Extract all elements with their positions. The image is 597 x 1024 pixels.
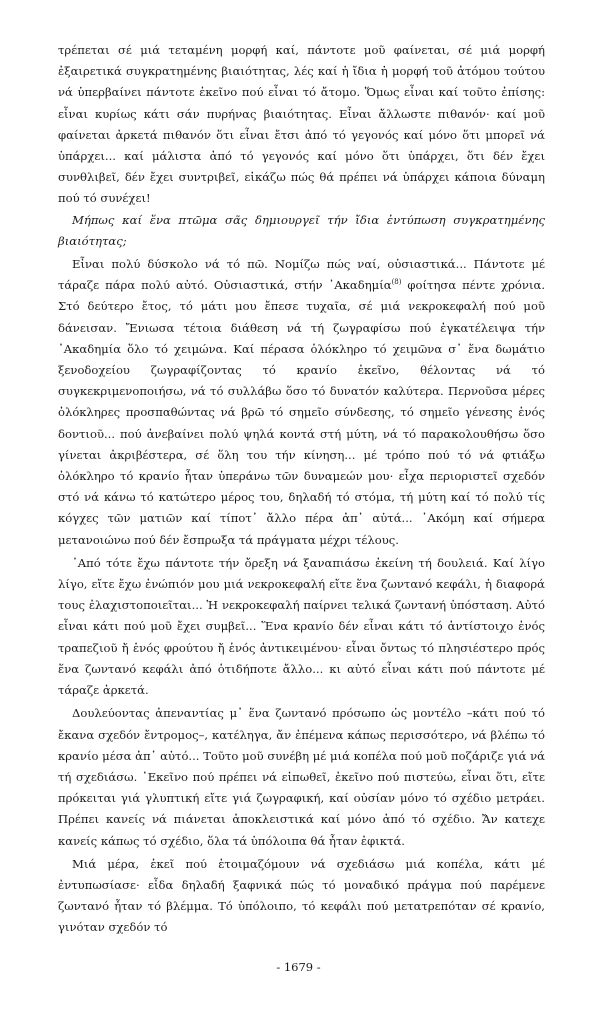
paragraph-academy bbox=[58, 254, 545, 551]
page-body bbox=[58, 40, 545, 939]
paragraph-drawing: Δουλεύοντας ἀπεναντίας μ᾿ ἕνα ζωντανό πρόσωπο ὡς μοντέλο –κάτι πού τό ἔκανα σχεδόν ἔντρομος–, κατέληγα, ἄν ἐπέμενα κάπως περισσότερο, νά βλέπω τό κρανίο μέσα ἀπ᾿ αὐτό... Τοῦτο μοῦ συνέβη μέ μιά κοπέλα πού μοῦ ποζάριζε γιά νά τή σχεδιάσω. ᾿Εκεῖνο πού πρέπει νά εἰπωθεῖ, ἐκεῖνο πού πιστεύω, εἶναι ὅτι, εἴτε πρόκειται γιά γλυπτική εἴτε γιά ζωγραφική, καί οὐσίαν μόνο τό σχέδιο μετράει. Πρέπει κανείς νά πιάνεται ἀποκλειστικά καί μόνο ἀπό τό σχέδιο. Ἄν κατεχε κανείς κάπως τό σχέδιο, ὅλα τά ὑπόλοιπα θά ἦταν ἐφικτά. bbox=[58, 706, 545, 848]
paragraph-gaze: Μιά μέρα, ἐκεῖ πού ἑτοιμαζόμουν νά σχεδιάσω μιά κοπέλα, κάτι μέ ἐντυπωσίασε· εἶδα δηλαδή ξαφνικά πώς τό μοναδικό πράγμα πού παρέμενε ζωντανό ἦταν τό βλέμμα. Τό ὑπόλοιπο, τό κεφάλι πού μετατρεπόταν σέ κρανίο, γινόταν σχεδόν τό bbox=[58, 856, 545, 935]
interviewer-question: Μήπως καί ἕνα πτῶμα σᾶς δημιουργεῖ τήν ἴδια ἐντύπωση συγκρατημένης βιαιότητας; bbox=[58, 212, 545, 248]
paragraph-continuation: τρέπεται σέ μιά τεταμένη μορφή καί, πάντοτε μοῦ φαίνεται, σέ μιά μορφή ἐξαιρετικά συγκρατημένης βιαιότητας, λές καί ἡ ἴδια ἡ μορφή τοῦ ἀτόμου τούτου νά ὑπερβαίνει πάντοτε ἐκεῖνο πού εἶναι τό ἄτομο. Ὅμως εἶναι καί τοῦτο ἐπίσης: εἶναι κυρίως κάτι σάν πυρήνας βιαιότητας. Εἶναι ἄλλωστε πιθανόν· καί μοῦ φαίνεται ἀρκετά πιθανόν ὅτι εἶναι ἔτσι ἀπό τό γεγονός καί μόνο ὅτι μπορεῖ νά ὑπάρχει... καί μάλιστα ἀπό τό γεγονός καί μόνο ὅτι ὑπάρχει, ὅτι δέν ἔχει συνθλιβεῖ, δέν ἔχει συντριβεῖ, εἰκάζω πώς θά πρέπει νά ὑπάρχει κάποια δύναμη πού τό συνέχει! bbox=[58, 43, 545, 206]
page-number: - 1679 - bbox=[276, 960, 321, 974]
footnote-marker: (8) bbox=[391, 278, 402, 287]
paragraph-academy-text-end: φοίτησα πέντε χρόνια. Στό δεύτερο ἔτος, τό μάτι μου ἔπεσε τυχαῖα, σέ μιά νεκροκεφαλή πού μοῦ δάνεισαν. Ἔνιωσα τέτοια διάθεση νά τή ζωγραφίσω πού ἐγκατέλειψα τήν ᾿Ακαδημία ὅλο τό χειμώνα. Καί πέρασα ὁλόκληρο τό χειμῶνα σ᾿ ἕνα δωμάτιο ξενοδοχείου ζωγραφίζοντας τό κρανίο ἐκεῖνο, θέλοντας νά τό συγκεκριμενοποιήσω, νά τό συλλάβω ὅσο τό δυνατόν καλύτερα. Περνοῦσα μέρες ὁλόκληρες προσπαθώντας νά βρῶ τό σημεῖο σύνδεσης, τό σημεῖο γένεσης ἑνός δοντιοῦ... πού ἀνεβαίνει πολύ ψηλά κοντά στή μύτη, νά τό παρακολουθήσω ὅσο γίνεται ἀκριβέστερα, σέ ὅλη του τήν κίνηση... μέ τρόπο πού τό νά φτιάξω ὁλόκληρο τό κρανίο ἦταν ὑπεράνω τῶν δυναμεών μου· εἶχα περιοριστεῖ σχεδόν στό νά κάνω τό κατώτερο μέρος του, δηλαδή τό στόμα, τή μύτη καί τό πολύ τίς κόγχες τῶν ματιῶν καί τίποτ᾿ ἄλλο πέρα ἀπ᾿ αὐτά... ᾿Ακόμη καί σήμερα μετανοιώνω πού δέν ἔσπρωξα τά πράγματα μέχρι τέλους. bbox=[58, 278, 546, 547]
paragraph-academy-text-start: Εἶναι πολύ δύσκολο νά τό πῶ. Νομίζω πώς ναί, οὐσιαστικά... Πάντοτε μέ τάραζε πάρα πολύ αὐτό. Οὐσιαστικά, στήν ᾿Ακαδημία bbox=[58, 257, 545, 293]
paragraph-skull: ᾿Από τότε ἔχω πάντοτε τήν ὄρεξη νά ξαναπιάσω ἐκείνη τή δουλειά. Καί λίγο λίγο, εἴτε ἔχω ἐνώπιόν μου μιά νεκροκεφαλή εἴτε ἕνα ζωντανό κεφάλι, ἡ διαφορά τους ἐλαχιστοποιεῖται... Ἡ νεκροκεφαλή παίρνει τελικά ζωντανή ὑπόσταση. Αὐτό εἶναι κάτι πού μοῦ ἔχει συμβεῖ... Ἕνα κρανίο δέν εἶναι κάτι τό ἀντίστοιχο ἑνός τραπεζιοῦ ἤ ἑνός φρούτου ἤ ἑνός ἀντικειμένου· εἶναι ὄντως τό πλησιέστερο πρός ἕνα ζωντανό κεφάλι ἀπό ὁτιδήποτε ἄλλο... κι αὐτό εἶναι κάτι πού πάντοτε μέ τάραζε ἀρκετά. bbox=[58, 555, 545, 698]
